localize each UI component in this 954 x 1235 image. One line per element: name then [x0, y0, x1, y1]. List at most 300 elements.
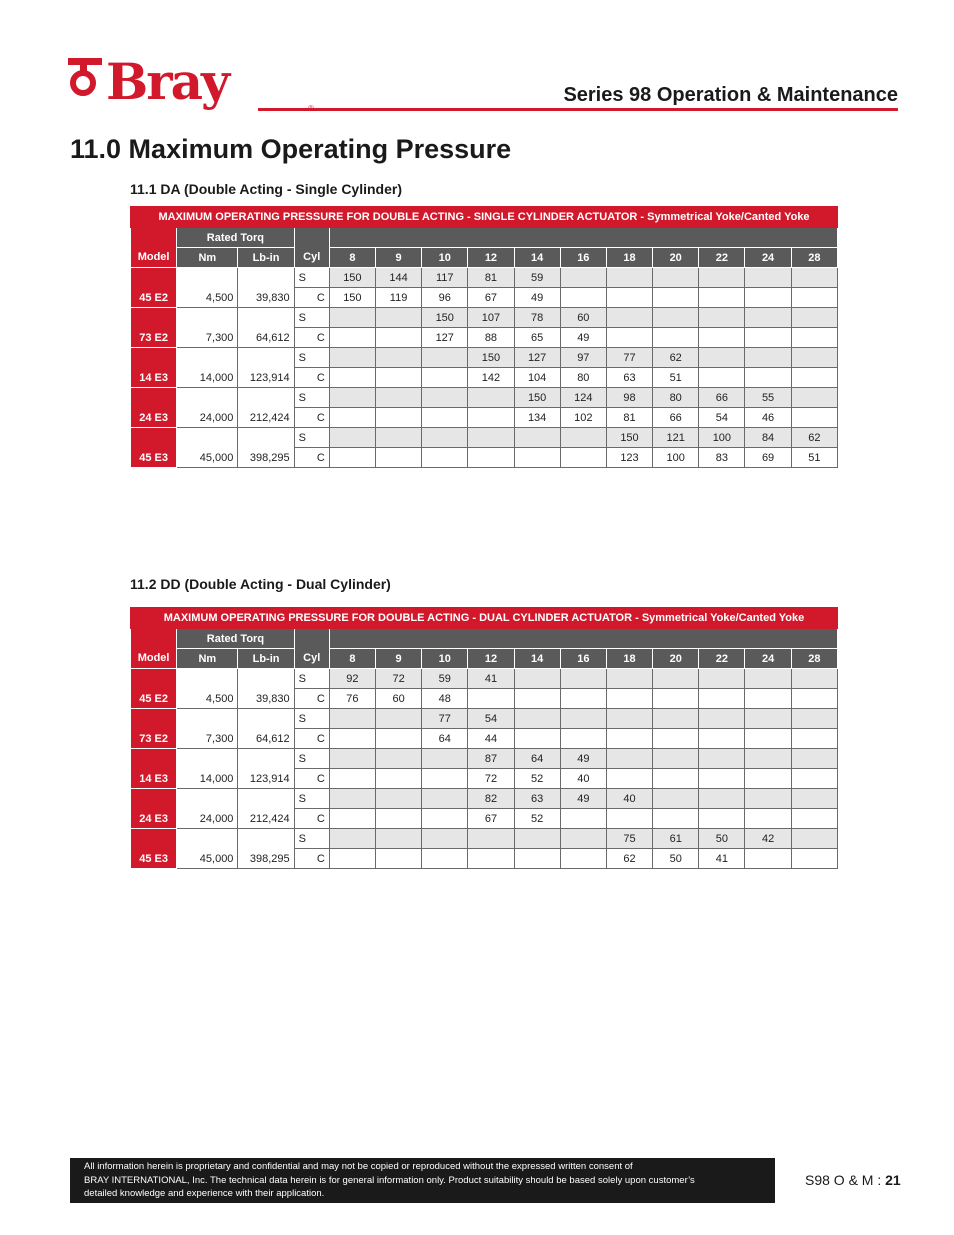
pressure-value-c: [375, 769, 421, 789]
pressure-value-c: [791, 368, 837, 388]
pressure-value-c: [745, 368, 791, 388]
cyl-c-label: C: [294, 408, 329, 428]
pressure-value-c: [745, 689, 791, 709]
pressure-value-s: [653, 308, 699, 328]
pressure-value-s: 100: [699, 428, 745, 448]
pressure-value-c: 150: [329, 288, 375, 308]
pressure-value-c: [699, 368, 745, 388]
pressure-value-c: [560, 448, 606, 468]
lbin-cell: [238, 709, 294, 749]
pressure-value-s: [560, 268, 606, 288]
lbin-cell: [238, 749, 294, 789]
pressure-value-s: [329, 749, 375, 769]
pressure-value-s: [699, 308, 745, 328]
pressure-column-header: 20: [653, 649, 699, 669]
lbin-cell: [238, 308, 294, 348]
table-row-s: [131, 749, 838, 769]
pressure-value-c: [653, 288, 699, 308]
pressure-value-s: [375, 749, 421, 769]
lbin-cell: [238, 428, 294, 468]
nm-value: 14,000: [199, 372, 234, 384]
pressure-value-c: [329, 408, 375, 428]
pressure-value-c: [745, 809, 791, 829]
pressure-value-s: [468, 428, 514, 448]
pressure-value-c: 64: [422, 729, 468, 749]
pressure-value-s: [791, 348, 837, 368]
pressure-value-c: [375, 448, 421, 468]
pressure-value-s: [560, 669, 606, 689]
pressure-value-s: 77: [422, 709, 468, 729]
pressure-value-c: [329, 729, 375, 749]
nm-cell: [177, 348, 238, 388]
pressure-column-header: 28: [791, 248, 837, 268]
lbin-value: 398,295: [249, 853, 290, 865]
pressure-value-s: 80: [653, 388, 699, 408]
pressure-value-s: [375, 709, 421, 729]
pressure-value-c: 60: [375, 689, 421, 709]
pressure-value-c: [606, 328, 652, 348]
lbin-cell: [238, 348, 294, 388]
lbin-cell: [238, 388, 294, 428]
pressure-value-c: [375, 328, 421, 348]
lbin-value: 212,424: [249, 813, 290, 825]
cyl-s-label: S: [294, 789, 329, 809]
pressure-value-c: [791, 288, 837, 308]
pressure-value-c: [422, 448, 468, 468]
pressure-value-s: 97: [560, 348, 606, 368]
pressure-value-c: 123: [606, 448, 652, 468]
pressure-value-c: [375, 729, 421, 749]
pressure-value-c: [514, 729, 560, 749]
pressure-value-s: [375, 789, 421, 809]
series-title: Series 98 Operation & Maintenance: [563, 84, 898, 106]
pressure-value-s: 50: [699, 829, 745, 849]
pressure-value-c: [422, 849, 468, 869]
pressure-value-c: [468, 408, 514, 428]
table-row-s: [131, 348, 838, 368]
table-banner: MAXIMUM OPERATING PRESSURE FOR DOUBLE ACTING - SINGLE CYLINDER ACTUATOR - Symmetrical Yoke/Canted Yoke: [131, 207, 838, 228]
table-banner-row: [131, 207, 838, 228]
pressure-value-s: 61: [653, 829, 699, 849]
cyl-s-label: S: [294, 709, 329, 729]
pressure-value-c: 40: [560, 769, 606, 789]
pressure-value-c: [653, 689, 699, 709]
pressure-value-s: 59: [422, 669, 468, 689]
pressure-value-s: [329, 308, 375, 328]
pressure-value-s: [745, 709, 791, 729]
nm-cell: [177, 428, 238, 468]
pressure-value-s: [560, 709, 606, 729]
pressure-value-c: [606, 729, 652, 749]
nm-cell: [177, 669, 238, 709]
pressure-value-s: [329, 829, 375, 849]
nm-cell: [177, 829, 238, 869]
lbin-value: 39,830: [256, 693, 290, 705]
pressure-value-s: 144: [375, 268, 421, 288]
pressure-value-s: [375, 388, 421, 408]
pressure-column-header: 10: [422, 649, 468, 669]
footer-disclaimer: [70, 1158, 775, 1203]
pressure-value-s: 59: [514, 268, 560, 288]
pressure-column-header: 22: [699, 248, 745, 268]
model-cell: 14 E3: [131, 749, 177, 789]
nm-value: 45,000: [199, 853, 234, 865]
pressure-value-c: [791, 689, 837, 709]
pressure-value-c: [606, 769, 652, 789]
cyl-s-label: S: [294, 308, 329, 328]
pressure-value-c: [468, 689, 514, 709]
cyl-s-label: S: [294, 348, 329, 368]
section-title-dd: 11.2 DD (Double Acting - Dual Cylinder): [130, 576, 391, 592]
disclaimer-line: All information herein is proprietary and confidential and may not be copied or reproduced without the expressed written consent of: [84, 1161, 633, 1172]
pressure-value-c: [791, 408, 837, 428]
page-title: 11.0 Maximum Operating Pressure: [70, 134, 512, 164]
pressure-value-s: 82: [468, 789, 514, 809]
pressure-value-s: [606, 709, 652, 729]
table-banner-row: [131, 608, 838, 629]
pressure-value-c: [699, 689, 745, 709]
pressure-value-c: [699, 809, 745, 829]
pressure-value-c: [606, 809, 652, 829]
pressure-column-header: 8: [329, 649, 375, 669]
pressure-value-c: [329, 448, 375, 468]
pressure-value-c: 66: [653, 408, 699, 428]
pressure-value-c: 76: [329, 689, 375, 709]
disclaimer-line: detailed knowledge and experience with their application.: [84, 1188, 325, 1199]
pressure-value-s: 62: [791, 428, 837, 448]
pressure-value-c: [791, 849, 837, 869]
pressure-value-s: [791, 789, 837, 809]
page-number-value: 21: [885, 1172, 901, 1188]
pressure-value-s: 54: [468, 709, 514, 729]
pressure-value-c: [791, 769, 837, 789]
pressure-value-c: [329, 769, 375, 789]
pressure-value-s: [699, 348, 745, 368]
cyl-c-label: C: [294, 689, 329, 709]
pressure-value-s: 75: [606, 829, 652, 849]
pressure-value-c: 67: [468, 809, 514, 829]
pressure-value-s: [606, 749, 652, 769]
pressure-value-c: 69: [745, 448, 791, 468]
pressure-value-c: 62: [606, 849, 652, 869]
pressure-value-s: 81: [468, 268, 514, 288]
pressure-value-c: [745, 729, 791, 749]
lbin-value: 123,914: [249, 773, 290, 785]
pressure-column-header: 24: [745, 649, 791, 669]
logo-wordmark: Bray: [106, 52, 229, 111]
table-row-s: [131, 268, 838, 288]
pressure-header-spacer: [329, 228, 837, 248]
pressure-value-s: [653, 709, 699, 729]
pressure-value-s: 87: [468, 749, 514, 769]
pressure-value-s: [560, 428, 606, 448]
pressure-value-s: [606, 669, 652, 689]
pressure-value-c: [422, 809, 468, 829]
pressure-value-c: [514, 849, 560, 869]
pressure-value-s: 64: [514, 749, 560, 769]
pressure-value-s: [745, 348, 791, 368]
pressure-column-header: 8: [329, 248, 375, 268]
pressure-value-s: [514, 829, 560, 849]
cyl-c-label: C: [294, 769, 329, 789]
pressure-value-c: 104: [514, 368, 560, 388]
lbin-value: 64,612: [255, 332, 290, 344]
pressure-value-c: 88: [468, 328, 514, 348]
nm-column-header: Nm: [177, 248, 238, 268]
cyl-s-label: S: [294, 388, 329, 408]
pressure-value-s: [375, 428, 421, 448]
pressure-value-c: 134: [514, 408, 560, 428]
pressure-value-c: 51: [653, 368, 699, 388]
pressure-value-c: 49: [560, 328, 606, 348]
cyl-c-label: C: [294, 328, 329, 348]
model-cell: 45 E2: [131, 268, 177, 308]
pressure-value-s: [791, 308, 837, 328]
pressure-value-s: 107: [468, 308, 514, 328]
pressure-value-c: [606, 288, 652, 308]
pressure-value-s: 41: [468, 669, 514, 689]
lbin-value: 212,424: [249, 412, 290, 424]
pressure-value-c: [699, 769, 745, 789]
pressure-value-c: 50: [653, 849, 699, 869]
pressure-column-header: 20: [653, 248, 699, 268]
pressure-value-s: 63: [514, 789, 560, 809]
pressure-value-s: [791, 709, 837, 729]
pressure-value-c: 80: [560, 368, 606, 388]
pressure-value-s: [422, 789, 468, 809]
cyl-s-label: S: [294, 268, 329, 288]
table-row-s: [131, 669, 838, 689]
pressure-value-c: 52: [514, 769, 560, 789]
pressure-value-c: [329, 328, 375, 348]
pressure-value-c: [653, 328, 699, 348]
pressure-value-c: 41: [699, 849, 745, 869]
pressure-value-c: [422, 769, 468, 789]
pressure-value-c: [329, 849, 375, 869]
pressure-column-header: 14: [514, 248, 560, 268]
pressure-column-header: 18: [606, 248, 652, 268]
nm-cell: [177, 709, 238, 749]
table-header-row: [131, 629, 838, 649]
pressure-value-s: 40: [606, 789, 652, 809]
pressure-column-header: 18: [606, 649, 652, 669]
bray-logo: [68, 52, 258, 116]
pressure-value-s: 60: [560, 308, 606, 328]
pressure-value-c: [468, 448, 514, 468]
pressure-value-c: [699, 729, 745, 749]
pressure-value-c: [560, 809, 606, 829]
table-banner: MAXIMUM OPERATING PRESSURE FOR DOUBLE ACTING - DUAL CYLINDER ACTUATOR - Symmetrical Yoke/Canted Yoke: [131, 608, 838, 629]
pressure-value-c: 102: [560, 408, 606, 428]
pressure-value-c: [560, 288, 606, 308]
cyl-c-label: C: [294, 288, 329, 308]
pressure-value-s: [422, 388, 468, 408]
pressure-column-header: 22: [699, 649, 745, 669]
pressure-value-c: [560, 689, 606, 709]
model-cell: 73 E2: [131, 709, 177, 749]
cyl-c-label: C: [294, 809, 329, 829]
pressure-value-s: [560, 829, 606, 849]
pressure-value-s: [329, 709, 375, 729]
pressure-value-s: [329, 348, 375, 368]
nm-cell: [177, 388, 238, 428]
pressure-value-s: 117: [422, 268, 468, 288]
pressure-value-s: [514, 669, 560, 689]
table-row-s: [131, 388, 838, 408]
pressure-value-s: [745, 268, 791, 288]
nm-cell: [177, 749, 238, 789]
lbin-cell: [238, 789, 294, 829]
pressure-column-header: 28: [791, 649, 837, 669]
lbin-cell: [238, 669, 294, 709]
pressure-table-dd: [130, 607, 838, 869]
rated-torq-header: Rated Torq: [177, 629, 294, 649]
section-title-da: 11.1 DA (Double Acting - Single Cylinder): [130, 181, 402, 197]
pressure-value-s: 124: [560, 388, 606, 408]
table-header-row: [131, 228, 838, 248]
pressure-column-header: 14: [514, 649, 560, 669]
pressure-value-c: 83: [699, 448, 745, 468]
pressure-value-s: [791, 669, 837, 689]
pressure-value-c: [653, 769, 699, 789]
pressure-value-c: 46: [745, 408, 791, 428]
pressure-value-s: [422, 829, 468, 849]
pressure-value-s: [422, 749, 468, 769]
model-cell: 45 E3: [131, 829, 177, 869]
pressure-value-c: [514, 689, 560, 709]
table-row-s: [131, 709, 838, 729]
table-row-s: [131, 308, 838, 328]
pressure-value-c: [468, 849, 514, 869]
table-header-row: [131, 248, 838, 268]
pressure-value-c: 100: [653, 448, 699, 468]
lbin-value: 64,612: [256, 733, 290, 745]
model-column-header: Model: [131, 629, 177, 669]
pressure-value-s: 49: [560, 749, 606, 769]
pressure-value-s: [699, 749, 745, 769]
nm-value: 24,000: [199, 813, 234, 825]
lbin-value: 398,295: [249, 452, 290, 464]
cyl-s-label: S: [294, 428, 329, 448]
cyl-c-label: C: [294, 849, 329, 869]
pressure-value-s: 62: [653, 348, 699, 368]
pressure-value-s: [375, 308, 421, 328]
cyl-c-label: C: [294, 729, 329, 749]
pressure-value-c: [653, 809, 699, 829]
pressure-value-s: 78: [514, 308, 560, 328]
table-row-s: [131, 428, 838, 448]
pressure-value-c: [791, 328, 837, 348]
model-cell: 24 E3: [131, 789, 177, 829]
pressure-value-s: 92: [329, 669, 375, 689]
model-cell: 45 E3: [131, 428, 177, 468]
nm-value: 7,300: [205, 733, 234, 745]
pressure-value-c: [560, 729, 606, 749]
pressure-value-s: 42: [745, 829, 791, 849]
pressure-value-c: 72: [468, 769, 514, 789]
pressure-value-c: 52: [514, 809, 560, 829]
pressure-value-s: [745, 669, 791, 689]
logo-mark-ring: [70, 70, 96, 96]
pressure-value-c: [791, 729, 837, 749]
pressure-value-c: [791, 809, 837, 829]
cyl-s-label: S: [294, 829, 329, 849]
pressure-value-s: [791, 829, 837, 849]
pressure-value-c: [699, 328, 745, 348]
pressure-value-s: 98: [606, 388, 652, 408]
pressure-value-s: [329, 428, 375, 448]
pressure-value-s: 150: [606, 428, 652, 448]
pressure-value-s: 150: [422, 308, 468, 328]
pressure-value-c: 119: [375, 288, 421, 308]
pressure-value-c: [375, 368, 421, 388]
pressure-value-c: [422, 408, 468, 428]
pressure-value-c: [375, 809, 421, 829]
cyl-s-label: S: [294, 749, 329, 769]
pressure-value-s: [329, 789, 375, 809]
pressure-value-c: [375, 849, 421, 869]
nm-value: 45,000: [199, 452, 234, 464]
pressure-column-header: 9: [375, 649, 421, 669]
pressure-value-s: [653, 669, 699, 689]
pressure-value-s: [699, 709, 745, 729]
pressure-value-c: [606, 689, 652, 709]
pressure-value-c: [422, 368, 468, 388]
pressure-value-s: 150: [514, 388, 560, 408]
lbin-cell: [238, 829, 294, 869]
pressure-value-s: [514, 428, 560, 448]
pressure-value-c: 49: [514, 288, 560, 308]
pressure-value-c: 142: [468, 368, 514, 388]
pressure-value-c: 51: [791, 448, 837, 468]
model-cell: 73 E2: [131, 308, 177, 348]
pressure-value-c: [745, 288, 791, 308]
pressure-column-header: 12: [468, 248, 514, 268]
pressure-value-s: 121: [653, 428, 699, 448]
pressure-value-s: [329, 388, 375, 408]
pressure-value-s: [606, 308, 652, 328]
model-cell: 45 E2: [131, 669, 177, 709]
pressure-value-s: [375, 829, 421, 849]
pressure-column-header: 16: [560, 248, 606, 268]
pressure-value-c: 96: [422, 288, 468, 308]
pressure-value-s: [699, 268, 745, 288]
nm-value: 4,500: [205, 693, 234, 705]
table-row-s: [131, 829, 838, 849]
rated-torq-header: Rated Torq: [177, 228, 294, 248]
cyl-s-label: S: [294, 669, 329, 689]
pressure-value-c: [375, 408, 421, 428]
pressure-value-s: 66: [699, 388, 745, 408]
pressure-value-c: 54: [699, 408, 745, 428]
pressure-value-s: [653, 268, 699, 288]
cyl-column-header: Cyl: [294, 228, 329, 268]
nm-value: 14,000: [199, 773, 234, 785]
pressure-value-s: [791, 749, 837, 769]
pressure-value-c: 127: [422, 328, 468, 348]
pressure-value-s: 77: [606, 348, 652, 368]
pressure-value-c: [329, 368, 375, 388]
lbin-value: 39,830: [255, 292, 290, 304]
pressure-value-s: [468, 388, 514, 408]
pressure-value-c: [745, 769, 791, 789]
lbin-column-header: Lb-in: [238, 248, 294, 268]
pressure-value-s: [699, 669, 745, 689]
pressure-value-s: [422, 348, 468, 368]
lbin-cell: [238, 268, 294, 308]
pressure-column-header: 16: [560, 649, 606, 669]
pressure-value-s: [745, 789, 791, 809]
